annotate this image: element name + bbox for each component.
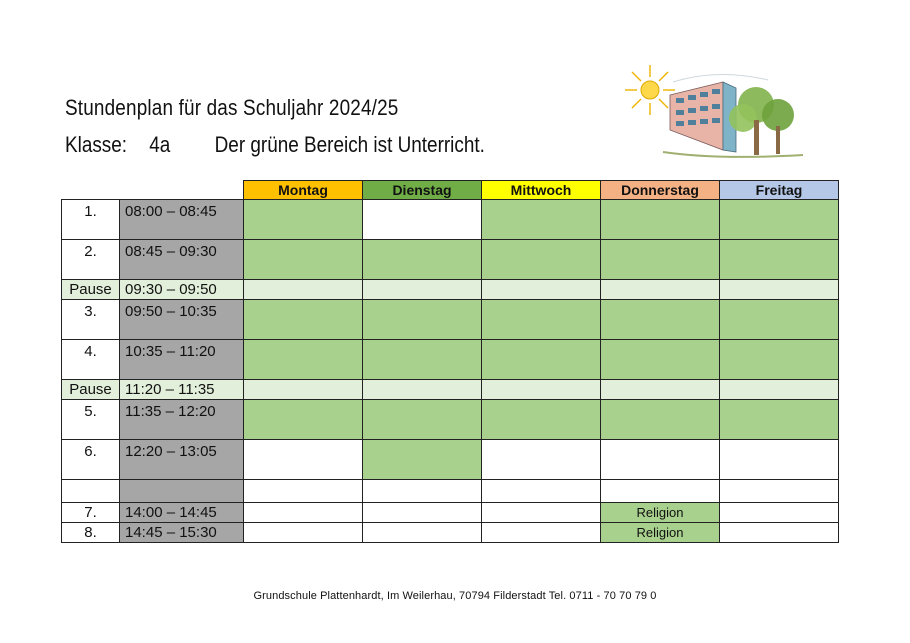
table-row — [62, 440, 839, 480]
table-row — [62, 200, 839, 240]
lesson-cell — [601, 240, 720, 280]
header-row — [62, 181, 839, 200]
free-cell — [244, 440, 363, 480]
pause-cell — [363, 380, 482, 400]
day-header-dienstag: Dienstag — [363, 181, 482, 200]
period-time: 14:45 – 15:30 — [120, 523, 244, 543]
lesson-cell — [720, 240, 839, 280]
lesson-cell — [720, 300, 839, 340]
free-cell — [601, 440, 720, 480]
free-cell — [363, 523, 482, 543]
lesson-cell — [601, 200, 720, 240]
lesson-cell — [601, 400, 720, 440]
free-cell — [482, 523, 601, 543]
religion-cell: Religion — [601, 523, 720, 543]
tree-icon — [729, 87, 794, 155]
table-row — [62, 300, 839, 340]
lesson-cell — [363, 400, 482, 440]
period-time: 12:20 – 13:05 — [120, 440, 244, 480]
day-header-donnerstag: Donnerstag — [601, 181, 720, 200]
lesson-cell — [244, 340, 363, 380]
free-cell — [720, 503, 839, 523]
timetable — [61, 180, 839, 543]
free-cell — [363, 480, 482, 503]
free-cell — [482, 440, 601, 480]
pause-label: Pause — [62, 380, 120, 400]
lesson-cell — [482, 300, 601, 340]
pause-cell — [482, 380, 601, 400]
religion-cell: Religion — [601, 503, 720, 523]
period-time: 08:45 – 09:30 — [120, 240, 244, 280]
class-label: Klasse: — [65, 132, 128, 157]
lesson-cell — [601, 300, 720, 340]
table-row — [62, 340, 839, 380]
table-row — [62, 240, 839, 280]
lesson-cell — [720, 400, 839, 440]
period-number: 3. — [62, 300, 120, 340]
period-time: 10:35 – 11:20 — [120, 340, 244, 380]
lesson-cell — [601, 340, 720, 380]
lesson-cell — [244, 200, 363, 240]
pause-cell — [482, 280, 601, 300]
period-time: 08:00 – 08:45 — [120, 200, 244, 240]
free-cell — [244, 480, 363, 503]
pause-label: Pause — [62, 280, 120, 300]
free-cell — [720, 523, 839, 543]
sun-icon — [625, 65, 675, 115]
school-building-icon — [670, 82, 736, 152]
table-row — [62, 523, 839, 543]
day-header-freitag: Freitag — [720, 181, 839, 200]
lesson-cell — [482, 200, 601, 240]
gap-cell — [62, 480, 120, 503]
pause-time: 11:20 – 11:35 — [120, 380, 244, 400]
free-cell — [601, 480, 720, 503]
lesson-cell — [720, 340, 839, 380]
free-cell — [720, 440, 839, 480]
pause-cell — [244, 380, 363, 400]
lesson-cell — [244, 240, 363, 280]
day-header-mittwoch: Mittwoch — [482, 181, 601, 200]
period-number: 4. — [62, 340, 120, 380]
period-number: 8. — [62, 523, 120, 543]
lesson-cell — [482, 400, 601, 440]
table-row — [62, 503, 839, 523]
lesson-cell — [244, 300, 363, 340]
lesson-cell — [363, 340, 482, 380]
class-value: 4a — [149, 132, 171, 157]
free-cell — [363, 200, 482, 240]
subtitle — [65, 132, 485, 158]
period-number: 1. — [62, 200, 120, 240]
free-cell — [720, 480, 839, 503]
period-number: 7. — [62, 503, 120, 523]
table-row — [62, 380, 839, 400]
free-cell — [244, 503, 363, 523]
lesson-cell — [363, 300, 482, 340]
lesson-cell — [720, 200, 839, 240]
table-row — [62, 280, 839, 300]
period-time: 14:00 – 14:45 — [120, 503, 244, 523]
pause-cell — [363, 280, 482, 300]
period-number: 2. — [62, 240, 120, 280]
day-header-montag: Montag — [244, 181, 363, 200]
lesson-cell — [363, 240, 482, 280]
free-cell — [244, 523, 363, 543]
free-cell — [482, 503, 601, 523]
lesson-cell — [482, 340, 601, 380]
lesson-cell — [482, 240, 601, 280]
period-time: 11:35 – 12:20 — [120, 400, 244, 440]
pause-cell — [720, 380, 839, 400]
legend-note: Der grüne Bereich ist Unterricht. — [214, 132, 485, 157]
page-title: Stundenplan für das Schuljahr 2024/25 — [65, 95, 399, 120]
pause-time: 09:30 – 09:50 — [120, 280, 244, 300]
free-cell — [482, 480, 601, 503]
table-row — [62, 400, 839, 440]
pause-cell — [601, 380, 720, 400]
period-number: 5. — [62, 400, 120, 440]
pause-cell — [244, 280, 363, 300]
pause-cell — [720, 280, 839, 300]
lesson-cell — [244, 400, 363, 440]
free-cell — [363, 503, 482, 523]
school-illustration — [618, 60, 808, 165]
lesson-cell — [363, 440, 482, 480]
pause-cell — [601, 280, 720, 300]
footer-address: Grundschule Plattenhardt, Im Weilerhau, 70794 Filderstadt Tel. 0711 - 70 70 79 0 — [253, 590, 657, 602]
gap-time — [120, 480, 244, 503]
table-row — [62, 480, 839, 503]
period-time: 09:50 – 10:35 — [120, 300, 244, 340]
period-number: 6. — [62, 440, 120, 480]
